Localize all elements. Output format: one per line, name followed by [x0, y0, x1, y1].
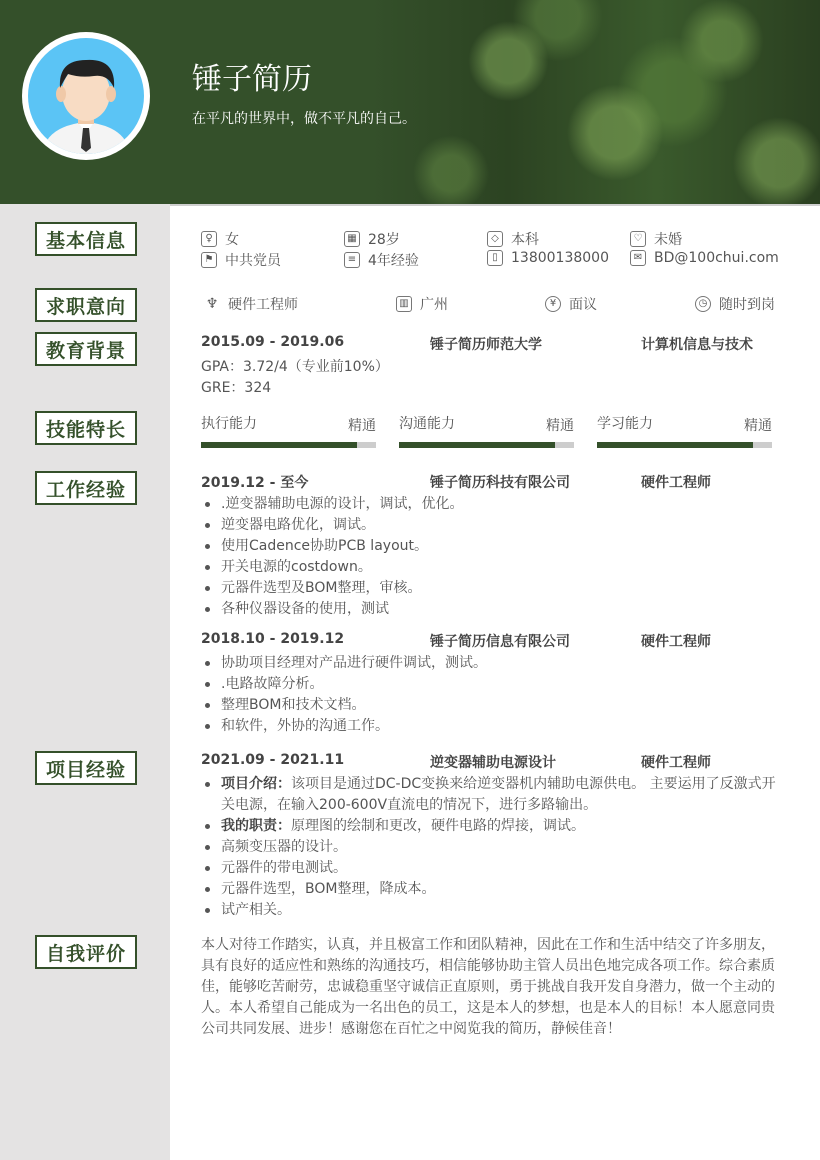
list-item: 开关电源的costdown。	[201, 557, 781, 578]
skill-fill	[597, 442, 753, 448]
list-item: 整理BOM和技术文档。	[201, 695, 781, 716]
project-period: 2021.09 - 2021.11	[201, 752, 345, 768]
project-name: 逆变器辅助电源设计	[430, 755, 556, 771]
phone-icon: ▯	[487, 250, 503, 266]
list-item: 协助项目经理对产品进行硬件调试，测试。	[201, 653, 781, 674]
info-gender: ♀ 女	[201, 229, 239, 249]
list-item: 逆变器电路优化，调试。	[201, 515, 781, 536]
self-evaluation-text: 本人对待工作踏实，认真，并且极富工作和团队精神，因此在工作和生活中结交了许多朋友，具有良好的适应性和熟练的沟通技巧，相信能够协助主管人员出色地完成各项工作。综合素质佳，能够吃苦耐劳，忠诚稳重坚守诚信正直原则，勇于挑战自我开发自身潜力，做一个主动的人。本人希望自己能成为一名出色的员工，这是本人的梦想，也是本人的目标！本人愿意同贵公司共同发展、进步！感谢您在百忙之中阅览我的简历，静候佳音！	[201, 937, 775, 1037]
info-marital: ♡ 未婚	[630, 229, 682, 249]
resume-motto: 在平凡的世界中，做不平凡的自己。	[192, 111, 416, 127]
info-degree: ◇ 本科	[487, 229, 539, 249]
list-item: .逆变器辅助电源的设计，调试，优化。	[201, 494, 781, 515]
list-item: 各种仪器设备的使用，测试	[201, 599, 781, 620]
work-company: 锤子简历信息有限公司	[430, 634, 570, 650]
info-age: ▦ 28岁	[344, 229, 400, 249]
work-period: 2019.12 - 至今	[201, 475, 309, 491]
project-details	[201, 774, 781, 921]
project-intro-text: 该项目是通过DC-DC变换来给逆变器机内辅助电源供电。 主要运用了反激式开关电源，在输入200-600V直流电的情况下，进行多路输出。	[221, 776, 776, 813]
header-banner	[0, 0, 820, 204]
skill-fill	[201, 442, 357, 448]
calendar-icon: ▦	[344, 231, 360, 247]
list-item: 元器件选型及BOM整理，审核。	[201, 578, 781, 599]
section-label-self: 自我评价	[35, 935, 137, 969]
info-email: ✉ BD@100chui.com	[630, 250, 779, 266]
list-item: 和软件，外协的沟通工作。	[201, 716, 781, 737]
party-flag-icon: ⚑	[201, 252, 217, 268]
avatar	[22, 32, 150, 160]
list-item: 元器件的带电测试。	[201, 858, 781, 879]
intent-salary: ¥ 面议	[545, 294, 597, 314]
intent-availability: ◷ 随时到岗	[695, 294, 775, 314]
education-gre: GRE：324	[201, 380, 272, 396]
skill-level: 精通	[744, 418, 772, 434]
resume-name: 锤子简历	[192, 62, 312, 97]
list-item	[201, 774, 781, 816]
info-politics: ⚑ 中共党员	[201, 250, 281, 270]
project-title: 硬件工程师	[641, 755, 711, 771]
skill-level: 精通	[348, 418, 376, 434]
skill-bar	[399, 442, 574, 448]
list-item	[201, 816, 781, 837]
skill-name: 学习能力	[597, 416, 653, 432]
education-major: 计算机信息与技术	[641, 337, 753, 353]
project-intro-label: 项目介绍：	[221, 776, 291, 792]
section-label-skills: 技能特长	[35, 411, 137, 445]
list-item: 高频变压器的设计。	[201, 837, 781, 858]
work-duties	[201, 653, 781, 737]
info-phone: ▯ 13800138000	[487, 250, 609, 266]
skill-name: 沟通能力	[399, 416, 455, 432]
heart-icon: ♡	[630, 231, 646, 247]
list-item: 元器件选型，BOM整理，降成本。	[201, 879, 781, 900]
project-duty-text: 原理图的绘制和更改，硬件电路的焊接，调试。	[291, 818, 585, 834]
document-icon: ≡	[344, 252, 360, 268]
section-label-project: 项目经验	[35, 751, 137, 785]
list-item: 试产相关。	[201, 900, 781, 921]
section-label-basic: 基本信息	[35, 222, 137, 256]
education-school: 锤子简历师范大学	[430, 337, 542, 353]
clock-icon: ◷	[695, 296, 711, 312]
tie-icon: ♆	[205, 296, 219, 312]
skill-bar	[201, 442, 376, 448]
intent-city: ▥ 广州	[396, 294, 448, 314]
avatar-icon	[28, 38, 144, 154]
graduation-cap-icon: ◇	[487, 231, 503, 247]
education-gpa: GPA：3.72/4（专业前10%）	[201, 359, 389, 375]
project-duty-label: 我的职责：	[221, 818, 291, 834]
info-experience: ≡ 4年经验	[344, 250, 419, 270]
building-icon: ▥	[396, 296, 412, 312]
gender-icon: ♀	[201, 231, 217, 247]
work-duties	[201, 494, 781, 620]
work-title: 硬件工程师	[641, 475, 711, 491]
divider	[170, 204, 820, 206]
list-item: .电路故障分析。	[201, 674, 781, 695]
section-label-education: 教育背景	[35, 332, 137, 366]
skill-bar	[597, 442, 772, 448]
list-item: 使用Cadence协助PCB layout。	[201, 536, 781, 557]
section-label-intent: 求职意向	[35, 288, 137, 322]
yen-icon: ¥	[545, 296, 561, 312]
mail-icon: ✉	[630, 250, 646, 266]
work-company: 锤子简历科技有限公司	[430, 475, 570, 491]
skill-level: 精通	[546, 418, 574, 434]
work-period: 2018.10 - 2019.12	[201, 631, 345, 647]
section-label-work: 工作经验	[35, 471, 137, 505]
intent-position: ♆ 硬件工程师	[205, 296, 298, 313]
skill-fill	[399, 442, 555, 448]
work-title: 硬件工程师	[641, 634, 711, 650]
education-period: 2015.09 - 2019.06	[201, 334, 345, 350]
skill-name: 执行能力	[201, 416, 257, 432]
